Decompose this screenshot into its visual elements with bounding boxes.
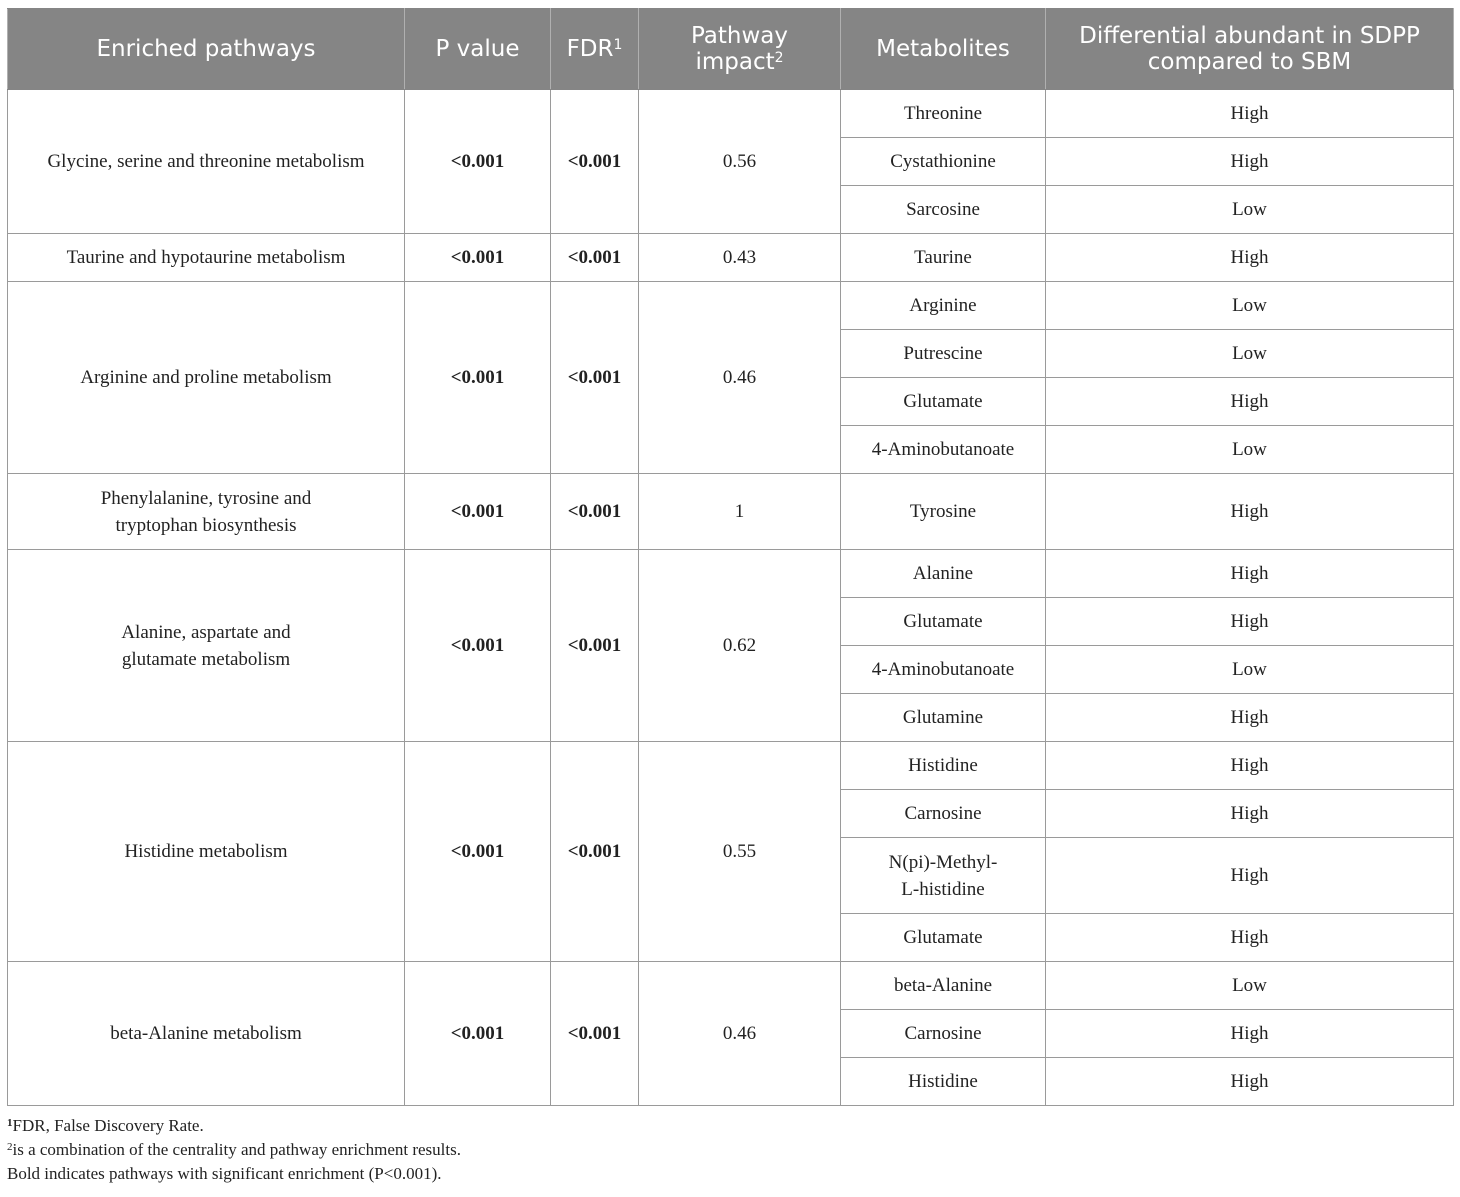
metabolite-cell <box>841 694 1046 742</box>
metabolite-cell <box>841 138 1046 186</box>
table-container <box>7 8 1453 1186</box>
cell-text-line: Threonine <box>903 103 983 124</box>
abundance-cell: Low <box>1046 426 1454 474</box>
fdr-cell: <0.001 <box>551 550 639 742</box>
cell-text-line: Tyrosine <box>909 501 977 522</box>
metabolite-cell <box>841 646 1046 694</box>
pathway-impact-cell: 0.46 <box>639 962 841 1106</box>
cell-text-line: Arginine <box>909 295 977 316</box>
table-body <box>8 90 1454 1106</box>
abundance-cell: High <box>1046 914 1454 962</box>
header-differential-abundance: Differential abundant in SDPP compared to SBM <box>1046 9 1454 90</box>
metabolite-cell <box>841 1058 1046 1106</box>
abundance-cell: High <box>1046 90 1454 138</box>
abundance-cell: High <box>1046 1010 1454 1058</box>
footnote-2: $^2$is a combination of the centrality and pathway enrichment results. <box>7 1140 461 1159</box>
abundance-cell: High <box>1046 838 1454 914</box>
fdr-cell: <0.001 <box>551 282 639 474</box>
cell-text-line: Histidine <box>908 1071 978 1092</box>
p-value-cell: <0.001 <box>405 234 551 282</box>
metabolite-cell <box>841 330 1046 378</box>
abundance-cell: High <box>1046 598 1454 646</box>
abundance-cell: Low <box>1046 330 1454 378</box>
pathway-impact-cell: 0.56 <box>639 90 841 234</box>
pathway-cell <box>8 282 405 474</box>
cell-text-line: tryptophan biosynthesis <box>115 514 297 536</box>
header-pathway-impact: Pathway impact$^2$ <box>639 9 841 90</box>
cell-text-line: Cystathionine <box>890 151 996 172</box>
pathway-cell <box>8 474 405 550</box>
metabolite-cell <box>841 742 1046 790</box>
abundance-cell: High <box>1046 742 1454 790</box>
cell-text-line: Taurine and hypotaurine metabolism <box>66 247 346 268</box>
cell-text-line: Taurine <box>914 247 972 268</box>
metabolite-cell <box>841 474 1046 550</box>
pathway-impact-cell: 1 <box>639 474 841 550</box>
abundance-cell: Low <box>1046 646 1454 694</box>
metabolite-cell <box>841 426 1046 474</box>
abundance-cell: High <box>1046 378 1454 426</box>
cell-text-line: Carnosine <box>904 803 982 824</box>
cell-text-line: Alanine <box>912 563 974 584</box>
cell-text-line: Putrescine <box>903 343 983 364</box>
fdr-cell: <0.001 <box>551 962 639 1106</box>
abundance-cell: High <box>1046 694 1454 742</box>
pathway-cell <box>8 550 405 742</box>
cell-text-line: N(pi)-Methyl- <box>888 851 998 873</box>
metabolite-cell <box>841 838 1046 914</box>
p-value-cell: <0.001 <box>405 474 551 550</box>
pathway-cell <box>8 234 405 282</box>
cell-text-line: Phenylalanine, tyrosine and <box>100 487 312 509</box>
cell-text-line: Arginine and proline metabolism <box>80 367 332 388</box>
p-value-cell: <0.001 <box>405 550 551 742</box>
table-row <box>8 742 1454 790</box>
table-footnotes <box>7 1114 1453 1186</box>
cell-text-line: Carnosine <box>904 1023 982 1044</box>
table-row <box>8 962 1454 1010</box>
fdr-cell: <0.001 <box>551 234 639 282</box>
fdr-cell: <0.001 <box>551 742 639 962</box>
cell-text-line: Histidine metabolism <box>124 841 288 862</box>
pathway-cell <box>8 90 405 234</box>
metabolite-cell <box>841 378 1046 426</box>
cell-text-line: Alanine, aspartate and <box>121 621 291 643</box>
abundance-cell: Low <box>1046 186 1454 234</box>
cell-text-line: beta-Alanine <box>893 975 993 996</box>
cell-text-line: L-histidine <box>901 878 985 900</box>
metabolite-cell <box>841 282 1046 330</box>
cell-text-line: Glutamate <box>903 927 983 948</box>
table-row <box>8 550 1454 598</box>
fdr-cell: <0.001 <box>551 474 639 550</box>
enrichment-table <box>7 8 1454 1106</box>
fdr-footnote-mark: 1 <box>613 37 623 53</box>
footnote-bold-note: Bold indicates pathways with significant enrichment (P<0.001). <box>7 1164 442 1183</box>
abundance-cell: High <box>1046 1058 1454 1106</box>
pathway-impact-cell: 0.43 <box>639 234 841 282</box>
table-row <box>8 282 1454 330</box>
cell-text-line: Sarcosine <box>906 199 980 220</box>
metabolite-cell <box>841 550 1046 598</box>
metabolite-cell <box>841 598 1046 646</box>
abundance-cell: High <box>1046 790 1454 838</box>
cell-text-line: 4-Aminobutanoate <box>871 659 1015 680</box>
cell-text-line: Glycine, serine and threonine metabolism <box>47 151 365 172</box>
p-value-cell: <0.001 <box>405 742 551 962</box>
metabolite-cell <box>841 914 1046 962</box>
cell-text-line: Histidine <box>908 755 978 776</box>
header-metabolites: Metabolites <box>841 9 1046 90</box>
p-value-cell: <0.001 <box>405 90 551 234</box>
metabolite-cell <box>841 90 1046 138</box>
header-enriched-pathways: Enriched pathways <box>8 9 405 90</box>
pathway-impact-cell: 0.62 <box>639 550 841 742</box>
pathway-cell <box>8 742 405 962</box>
abundance-cell: High <box>1046 234 1454 282</box>
abundance-cell: Low <box>1046 282 1454 330</box>
cell-text-line: Glutamate <box>903 391 983 412</box>
cell-text-line: Glutamate <box>903 611 983 632</box>
metabolite-cell <box>841 234 1046 282</box>
p-value-cell: <0.001 <box>405 962 551 1106</box>
cell-text-line: Glutamine <box>902 707 984 728</box>
footnote-1: $^1$FDR, False Discovery Rate. <box>7 1116 204 1135</box>
abundance-cell: High <box>1046 138 1454 186</box>
table-row <box>8 234 1454 282</box>
table-row <box>8 474 1454 550</box>
metabolite-cell <box>841 1010 1046 1058</box>
pathway-cell <box>8 962 405 1106</box>
abundance-cell: Low <box>1046 962 1454 1010</box>
fdr-cell: <0.001 <box>551 90 639 234</box>
metabolite-cell <box>841 790 1046 838</box>
abundance-cell: High <box>1046 550 1454 598</box>
abundance-cell: High <box>1046 474 1454 550</box>
table-row <box>8 90 1454 138</box>
pathway-impact-cell: 0.46 <box>639 282 841 474</box>
metabolite-cell <box>841 186 1046 234</box>
cell-text-line: beta-Alanine metabolism <box>110 1023 302 1044</box>
p-value-cell: <0.001 <box>405 282 551 474</box>
metabolite-cell <box>841 962 1046 1010</box>
cell-text-line: glutamate metabolism <box>121 648 291 670</box>
cell-text-line: 4-Aminobutanoate <box>871 439 1015 460</box>
pathway-impact-cell: 0.55 <box>639 742 841 962</box>
header-p-value: P value <box>405 9 551 90</box>
header-row <box>8 9 1454 90</box>
impact-footnote-mark: 2 <box>774 50 784 66</box>
header-fdr: FDR$^1$ <box>551 9 639 90</box>
